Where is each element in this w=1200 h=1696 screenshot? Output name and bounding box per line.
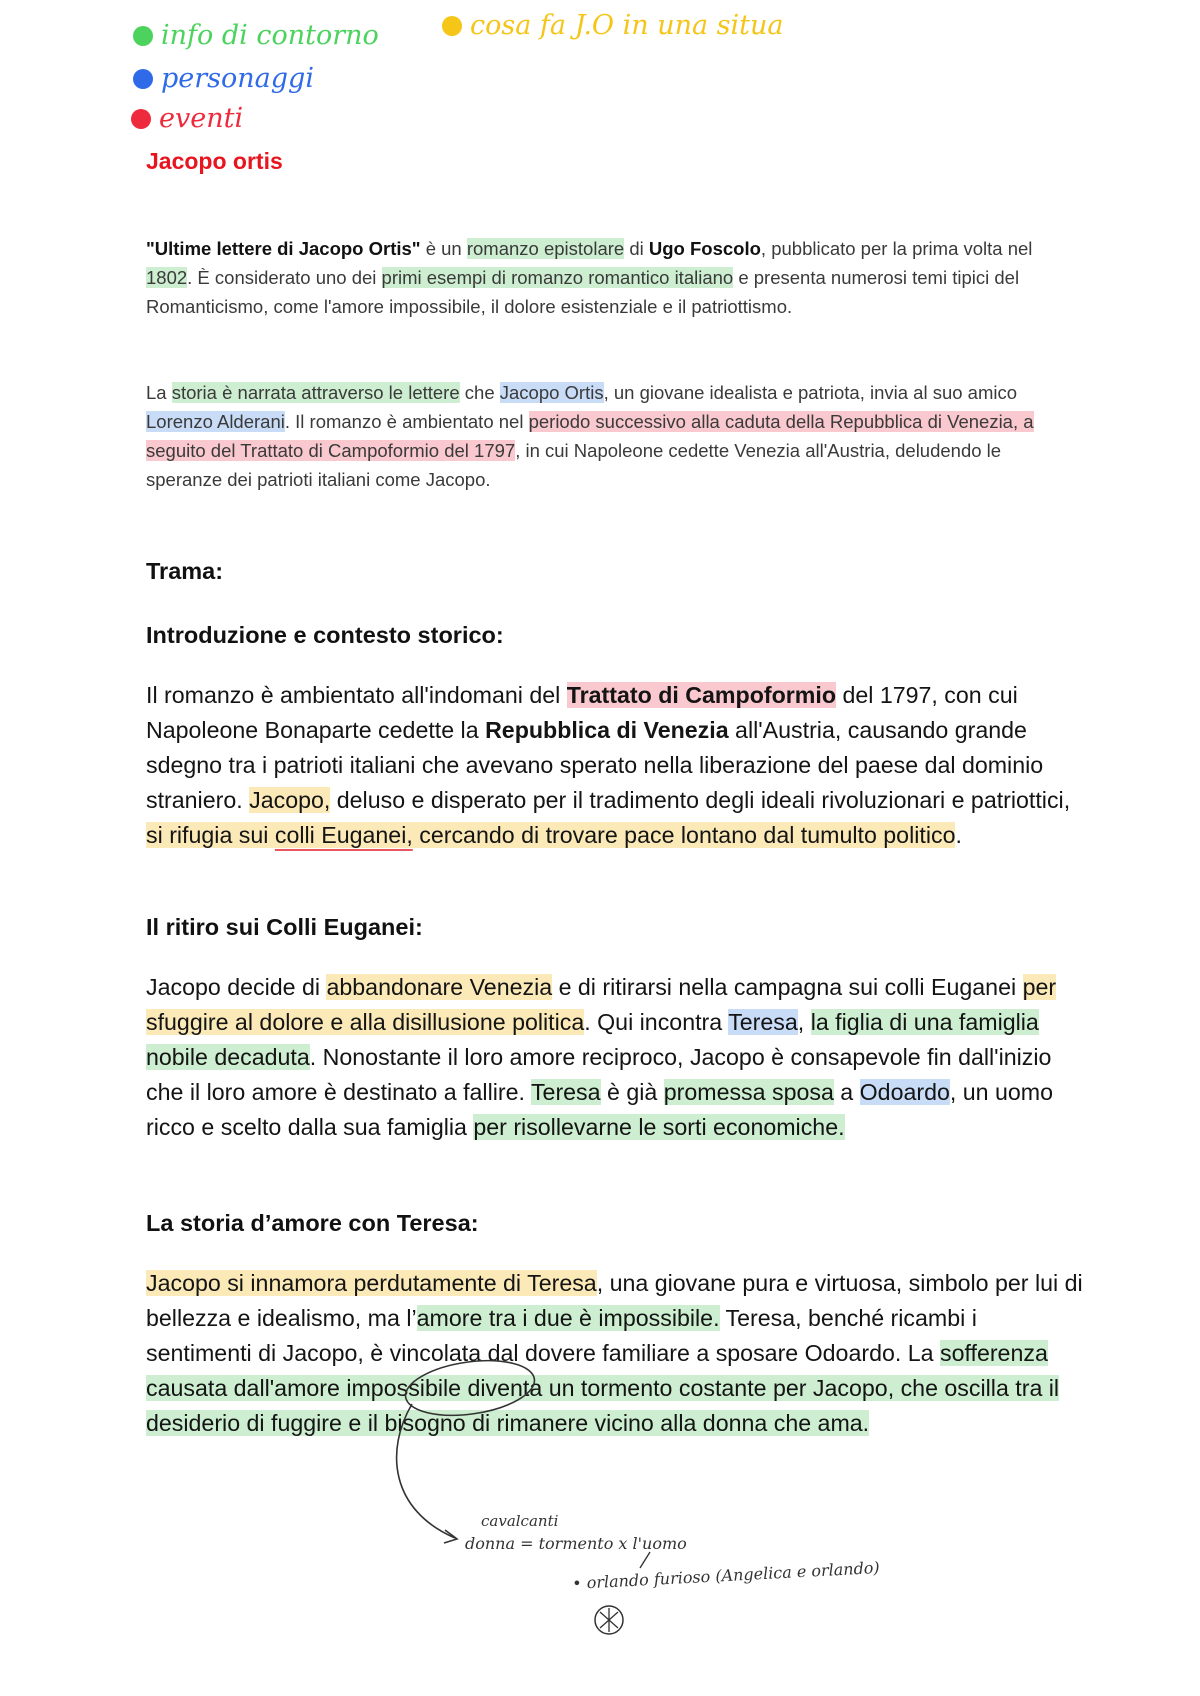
annotation-branch: [640, 1552, 650, 1568]
heading-introduzione: Introduzione e contesto storico:: [146, 622, 504, 648]
note-cavalcanti: cavalcanti: [481, 1512, 559, 1530]
intro-paragraph-1: [146, 234, 1046, 321]
text-span: a: [833, 1079, 860, 1105]
highlight-action: colli Euganei,: [274, 822, 413, 848]
highlight-info: 1802: [146, 267, 188, 288]
note-donna: donna = tormento x l'uomo: [465, 1534, 687, 1553]
highlight-action: cercando di trovare pace lontano dal tumulto politico: [412, 822, 956, 848]
legend-label: info di contorno: [161, 20, 379, 51]
highlight-character: Odoardo: [859, 1079, 950, 1105]
intro-paragraph-2: [146, 378, 1046, 494]
text-span: Teresa, benché ricambi i sentimenti di Jacopo, è vincolata dal dovere familiare a sposare Odoardo. La: [146, 1305, 977, 1366]
star-circle-icon: [595, 1606, 623, 1634]
legend-item-info: [133, 20, 379, 51]
highlight-action: abbandonare Venezia: [326, 974, 553, 1000]
text-span: è già: [600, 1079, 664, 1105]
highlight-character: Jacopo Ortis: [499, 382, 604, 403]
legend-label: cosa fa J.O in una situa: [470, 10, 784, 41]
text-span: . Qui incontra: [584, 1009, 729, 1035]
highlight-event: periodo successivo alla caduta della Repubblica di Venezia, a seguito del Trattato di Campoformio del 1797: [146, 411, 1034, 461]
highlight-action: si rifugia sui: [146, 822, 275, 848]
text-span: .: [955, 822, 962, 848]
highlight-character: Lorenzo Alderani: [146, 411, 285, 432]
red-dot-icon: [131, 109, 151, 129]
legend-label: personaggi: [161, 63, 314, 94]
text-span: ,: [797, 1009, 811, 1035]
text-span: , in cui Napoleone cedette Venezia all'Austria, deludendo le speranze dei patrioti italiani come Jacopo.: [146, 440, 1002, 490]
text-span: e di ritirarsi nella campagna sui colli Euganei: [552, 974, 1023, 1000]
star-strokes: [600, 1608, 618, 1632]
text-span: , una giovane pura e virtuosa, simbolo per lui di bellezza e idealismo, ma l’: [146, 1270, 1083, 1331]
paragraph-amore: [146, 1266, 1086, 1441]
green-dot-icon: [133, 26, 153, 46]
text-span: e presenta numerosi temi tipici del Romanticismo, come l'amore impossibile, il dolore esistenziale e il patriottismo.: [146, 267, 1020, 317]
note-orlando: • orlando furioso (Angelica e orlando): [571, 1557, 881, 1594]
text-span: Repubblica di Venezia: [485, 717, 729, 743]
text-span: di: [624, 238, 649, 259]
yellow-dot-icon: [442, 16, 462, 36]
heading-trama: Trama:: [146, 558, 224, 584]
page-title: Jacopo ortis: [146, 148, 283, 174]
text-span: deluso e disperato per il tradimento degli ideali rivoluzionari e patriottici,: [330, 787, 1071, 813]
text-span: che: [459, 382, 500, 403]
highlight-info: amore tra i due è impossibile.: [416, 1305, 720, 1331]
highlight-action: per sfuggire al dolore e alla disillusione politica: [146, 974, 1057, 1035]
highlight-event: Trattato di Campoformio: [566, 682, 836, 708]
text-span: . È considerato uno dei: [187, 267, 382, 288]
text-span: , un uomo ricco e scelto dalla sua famiglia: [146, 1079, 1054, 1140]
text-span: Il romanzo è ambientato all'indomani del: [146, 682, 567, 708]
highlight-info: Teresa: [530, 1079, 601, 1105]
text-span: all'Austria, causando grande sdegno tra i patrioti italiani che avevano sperato nella liberazione del paese dal dominio straniero.: [146, 717, 1044, 813]
text-span: , pubblicato per la prima volta nel: [760, 238, 1033, 259]
text-span: "Ultime lettere di Jacopo Ortis": [146, 238, 421, 259]
paragraph-ritiro: [146, 970, 1086, 1145]
heading-amore: La storia d’amore con Teresa:: [146, 1210, 479, 1236]
blue-dot-icon: [133, 69, 153, 89]
heading-ritiro: Il ritiro sui Colli Euganei:: [146, 914, 423, 940]
highlight-info: la figlia di una famiglia nobile decaduta: [146, 1009, 1039, 1070]
highlight-info: promessa sposa: [663, 1079, 834, 1105]
text-span: è un: [420, 238, 467, 259]
legend-item-cosa-fa: [442, 10, 784, 41]
text-span: Jacopo decide di: [146, 974, 327, 1000]
paragraph-contesto: [146, 678, 1086, 853]
text-span: La: [146, 382, 172, 403]
text-span: , un giovane idealista e patriota, invia al suo amico: [603, 382, 1018, 403]
highlight-info: per risollevarne le sorti economiche.: [473, 1114, 845, 1140]
legend-item-eventi: [131, 103, 243, 134]
highlight-info: sofferenza causata dall'amore impossibile diventa un tormento costante per Jacopo, che oscilla tra il desiderio di fuggire e il bisogno di rimanere vicino alla donna che ama.: [146, 1340, 1060, 1436]
text-span: del 1797, con cui Napoleone Bonaparte cedette la: [146, 682, 1018, 743]
legend-item-personaggi: [133, 63, 314, 94]
highlight-character: Teresa: [728, 1009, 798, 1035]
text-span: . Nonostante il loro amore reciproco, Jacopo è consapevole fin dall'inizio che il loro amore è destinato a fallire.: [146, 1044, 1052, 1105]
legend-label: eventi: [159, 103, 244, 134]
text-span: . Il romanzo è ambientato nel: [284, 411, 529, 432]
highlight-action: Jacopo,: [249, 787, 331, 813]
highlight-info: primi esempi di romanzo romantico italiano: [381, 267, 734, 288]
highlight-info: romanzo epistolare: [466, 238, 625, 259]
highlight-action: Jacopo si innamora perdutamente di Teresa: [146, 1270, 597, 1296]
annotation-arrowhead: [444, 1530, 457, 1543]
highlight-info: storia è narrata attraverso le lettere: [171, 382, 460, 403]
text-span: Ugo Foscolo: [648, 238, 761, 259]
